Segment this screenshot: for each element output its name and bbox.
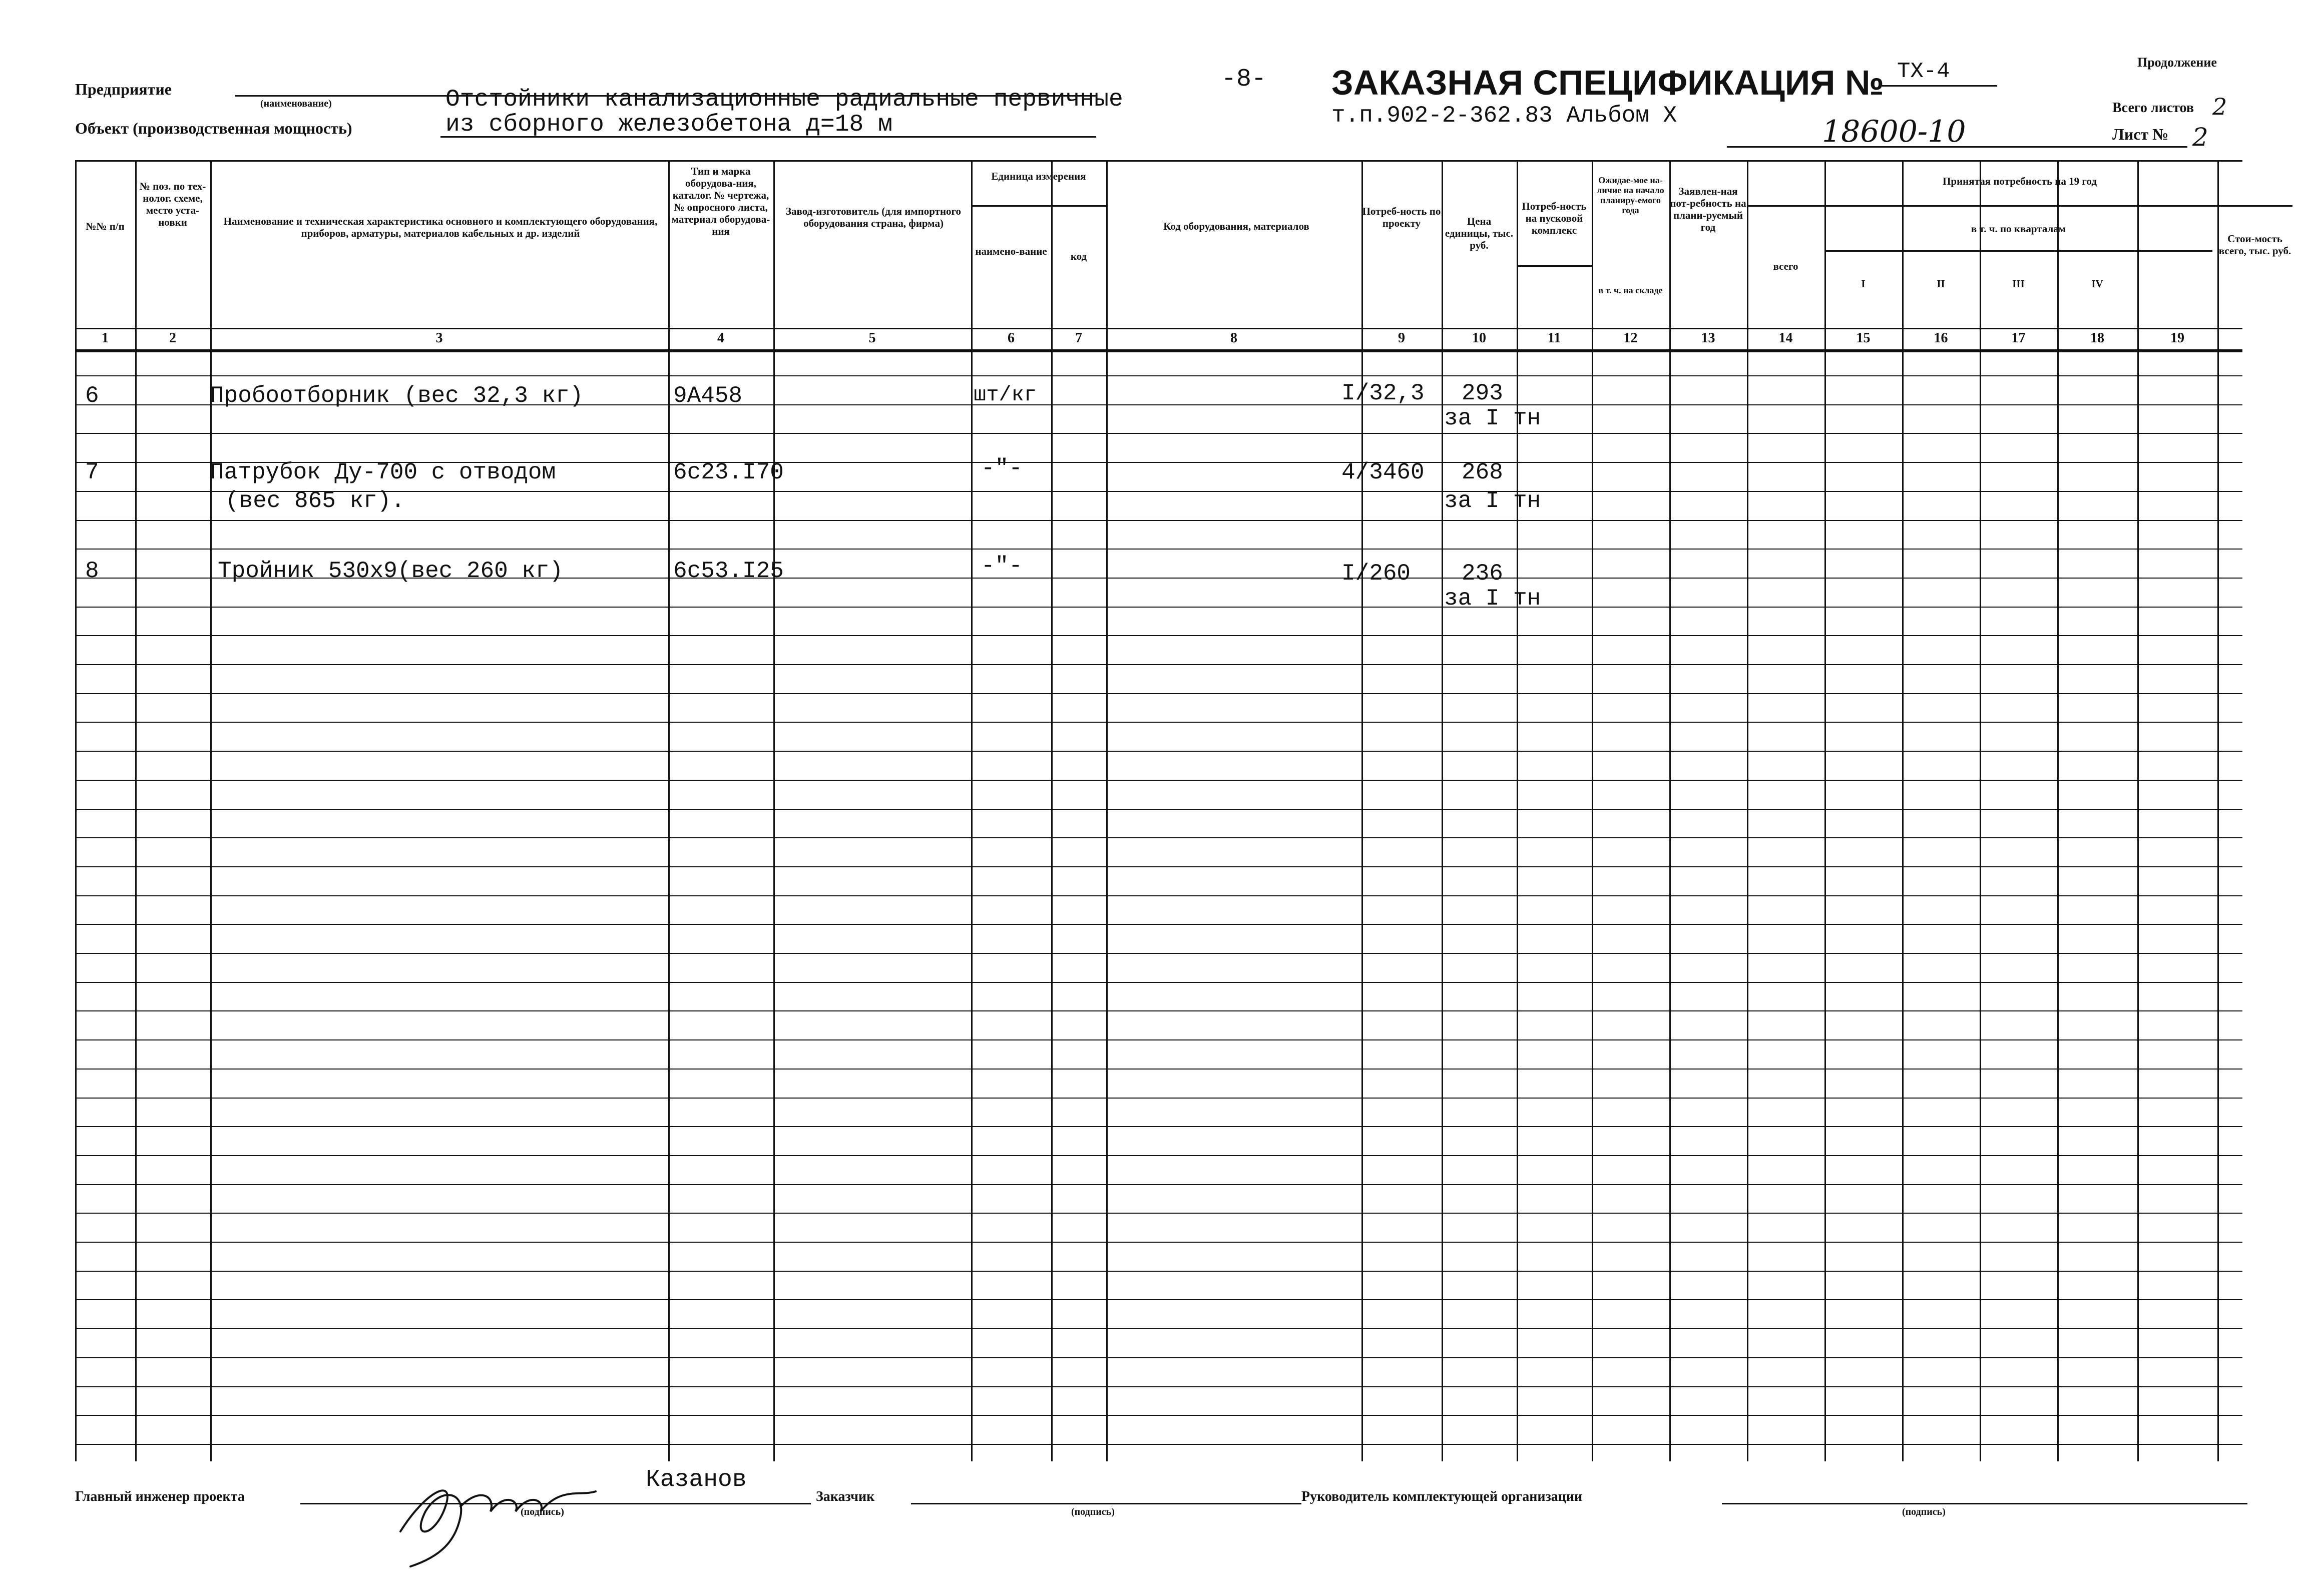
chief-engineer-name: Казанов: [646, 1466, 747, 1493]
col-header-2: № поз. по тех-нолог. схеме, место уста-новки: [139, 180, 206, 228]
body-row-line: [75, 1328, 2242, 1329]
object-underline: [440, 136, 1096, 138]
col-header-8: Код оборудования, материалов: [1163, 220, 1309, 232]
col-header-3: Наименование и техническая характеристика основного и комплектующего оборудования, приборов, арматуры, материалов кабельных и др. изделий: [223, 215, 658, 239]
header-bottom-border: [75, 349, 2242, 352]
body-row-line: [75, 1069, 2242, 1070]
body-row-line: [75, 1213, 2242, 1214]
header-divider: [75, 328, 2242, 329]
col-header-q4: IV: [2091, 278, 2103, 290]
supplier-signature-hint: (подпись): [1902, 1506, 1946, 1517]
col-line: [773, 160, 775, 1461]
spec-number: ТХ-4: [1897, 59, 1950, 84]
body-row-line: [75, 375, 2242, 376]
body-row-line: [75, 1010, 2242, 1011]
unit-subheader-line: [971, 205, 1106, 207]
body-row-line: [75, 1039, 2242, 1040]
body-row-line: [75, 1386, 2242, 1387]
col-line: [1442, 160, 1443, 1461]
chief-signature-hint: (подпись): [521, 1506, 564, 1517]
col-number: 5: [868, 330, 876, 346]
col-number: 18: [2090, 330, 2104, 346]
body-row-line: [75, 866, 2242, 867]
row-7-price-note: за I тн: [1444, 488, 1541, 514]
row-7-price: 268: [1462, 459, 1503, 485]
col-line: [1517, 160, 1518, 1461]
body-row-line: [75, 1184, 2242, 1185]
col-line: [1980, 160, 1981, 1461]
col-header-6: наимено-вание: [975, 245, 1047, 257]
col-line: [1824, 160, 1826, 1461]
col-line: [2057, 160, 2059, 1461]
col-header-unit: Единица измерения: [991, 170, 1086, 182]
col-number: 8: [1230, 330, 1237, 346]
sheet-number: 2: [2192, 123, 2208, 152]
body-row-line: [75, 664, 2242, 665]
body-row-line: [75, 1299, 2242, 1300]
col-number: 11: [1547, 330, 1561, 346]
row-7-name-cont: (вес 865 кг).: [225, 488, 405, 514]
row-6-price-note: за I тн: [1444, 405, 1541, 431]
accepted-subheader-line: [1747, 205, 2292, 207]
body-row-line: [75, 751, 2242, 752]
col-line: [668, 160, 670, 1461]
customer-label: Заказчик: [816, 1489, 875, 1504]
body-row-line: [75, 549, 2242, 550]
col-header-14: всего: [1773, 260, 1798, 272]
body-row-line: [75, 809, 2242, 810]
spec-number-underline: [1882, 85, 1997, 87]
customer-underline: [911, 1503, 1301, 1504]
col-header-9: Потреб-ность по проекту: [1362, 205, 1441, 229]
handwritten-code: 18600-10: [1822, 114, 1966, 149]
col-number: 7: [1075, 330, 1082, 346]
body-row-line: [75, 722, 2242, 723]
col-number: 12: [1623, 330, 1638, 346]
col-line: [2137, 160, 2139, 1461]
row-8-number: 8: [85, 558, 99, 584]
name-hint: (наименование): [260, 98, 332, 109]
row-6-unit: шт/кг: [974, 383, 1037, 407]
row-8-price: 236: [1462, 561, 1503, 587]
supplier-underline: [1722, 1503, 2247, 1504]
col-line: [1747, 160, 1748, 1461]
enterprise-label: Предприятие: [75, 80, 172, 98]
col-number: 2: [169, 330, 176, 346]
body-row-line: [75, 433, 2242, 434]
body-row-line: [75, 982, 2242, 983]
body-row-line: [75, 693, 2242, 694]
col-number: 3: [435, 330, 443, 346]
total-sheets-label: Всего листов: [2112, 100, 2194, 116]
body-row-line: [75, 1242, 2242, 1243]
row-8-qty: I/260: [1341, 561, 1411, 587]
row-7-qty: 4/3460: [1341, 459, 1425, 485]
body-row-line: [75, 607, 2242, 608]
row-7-type: 6с23.I70: [673, 459, 784, 485]
sheet-label: Лист №: [2112, 125, 2169, 143]
spec-table: [75, 160, 2291, 1461]
page-title: ЗАКАЗНАЯ СПЕЦИФИКАЦИЯ №: [1331, 63, 1884, 102]
col-number: 14: [1778, 330, 1793, 346]
row-8-price-note: за I тн: [1444, 586, 1541, 612]
body-row-line: [75, 1098, 2242, 1099]
col-header-q2: II: [1937, 278, 1945, 290]
col-number: 4: [717, 330, 724, 346]
row-6-qty: I/32,3: [1341, 380, 1425, 406]
body-row-line: [75, 635, 2242, 636]
supplier-label: Руководитель комплектующей организации: [1301, 1489, 1583, 1504]
col-line: [1051, 160, 1053, 1461]
col-line: [1106, 160, 1108, 1461]
body-row-line: [75, 837, 2242, 838]
row-7-name: Патрубок Ду-700 с отводом: [210, 459, 556, 485]
col-header-11: Потреб-ность на пусковой комплекс: [1522, 200, 1587, 236]
col-header-12b: в т. ч. на складе: [1598, 285, 1663, 295]
col-line: [2217, 160, 2219, 1461]
col-header-quarters: в т. ч. по кварталам: [1971, 223, 2066, 235]
col-header-accepted: Принятая потребность на 19 год: [1943, 175, 2097, 187]
col-header-12: Ожидае-мое на-личие на начало планиру-емого года: [1597, 175, 1664, 215]
body-row-line: [75, 520, 2242, 521]
row-6-type: 9А458: [673, 383, 743, 409]
row-8-name: Тройник 530х9(вес 260 кг): [218, 558, 564, 584]
object-label: Объект (производственная мощность): [75, 119, 352, 137]
body-row-line: [75, 1271, 2242, 1272]
row-7-number: 7: [85, 459, 99, 485]
stock-subheader-line: [1517, 265, 1592, 267]
row-8-type: 6с53.I25: [673, 558, 784, 584]
col-line: [1902, 160, 1904, 1461]
col-line: [75, 160, 77, 1461]
body-row-line: [75, 1126, 2242, 1127]
body-row-line: [75, 895, 2242, 896]
body-row-line: [75, 953, 2242, 954]
col-line: [1361, 160, 1363, 1461]
body-row-line: [75, 780, 2242, 781]
col-header-q3: III: [2012, 278, 2025, 290]
chief-engineer-label: Главный инженер проекта: [75, 1489, 245, 1504]
body-row-line: [75, 1155, 2242, 1156]
col-number: 10: [1472, 330, 1486, 346]
table-top-border: [75, 160, 2242, 162]
col-header-10: Цена единицы, тыс. руб.: [1445, 215, 1514, 251]
col-number: 13: [1701, 330, 1715, 346]
continuation-label: Продолжение: [2137, 55, 2217, 70]
col-number: 17: [2011, 330, 2026, 346]
col-number: 6: [1008, 330, 1015, 346]
col-line: [135, 160, 137, 1461]
body-row-line: [75, 1357, 2242, 1358]
col-number: 19: [2170, 330, 2184, 346]
col-number: 1: [102, 330, 109, 346]
col-header-4: Тип и марка оборудова-ния, каталог. № чертежа, № опросного листа, материал оборудова-ния: [671, 165, 770, 237]
customer-signature-hint: (подпись): [1071, 1506, 1115, 1517]
row-6-price: 293: [1462, 380, 1503, 406]
subtitle: т.п.902-2-362.83 Альбом X: [1331, 103, 1677, 129]
col-header-5: Завод-изготовитель (для импортного оборудования страна, фирма): [785, 205, 962, 229]
col-line: [1592, 160, 1593, 1461]
row-6-name: Пробоотборник (вес 32,3 кг): [210, 383, 584, 409]
col-header-19: Стои-мость всего, тыс. руб.: [2218, 233, 2291, 257]
row-8-unit: -"-: [981, 553, 1023, 579]
col-header-13: Заявлен-ная пот-ребность на плани-руемый год: [1670, 185, 1746, 233]
col-header-7: код: [1070, 250, 1087, 262]
page-marker: -8-: [1221, 65, 1267, 94]
body-row-line: [75, 924, 2242, 925]
row-6-number: 6: [85, 383, 99, 409]
row-7-unit: -"-: [981, 455, 1023, 481]
handwritten-signature: [380, 1456, 641, 1571]
col-header-1: №№ п/п: [86, 220, 125, 232]
quarters-subheader-line: [1824, 250, 2212, 252]
col-number: 9: [1398, 330, 1405, 346]
col-line: [971, 160, 973, 1461]
col-line: [210, 160, 212, 1461]
body-row-line: [75, 1444, 2242, 1445]
code-underline: [1727, 146, 2187, 148]
col-header-q1: I: [1861, 278, 1866, 290]
object-line-1: Отстойники канализационные радиальные первичные: [445, 86, 1123, 113]
total-sheets-value: 2: [2212, 93, 2227, 120]
col-number: 16: [1934, 330, 1948, 346]
body-row-line: [75, 1415, 2242, 1416]
col-line: [1669, 160, 1671, 1461]
col-number: 15: [1856, 330, 1871, 346]
object-line-2: из сборного железобетона д=18 м: [445, 111, 892, 138]
